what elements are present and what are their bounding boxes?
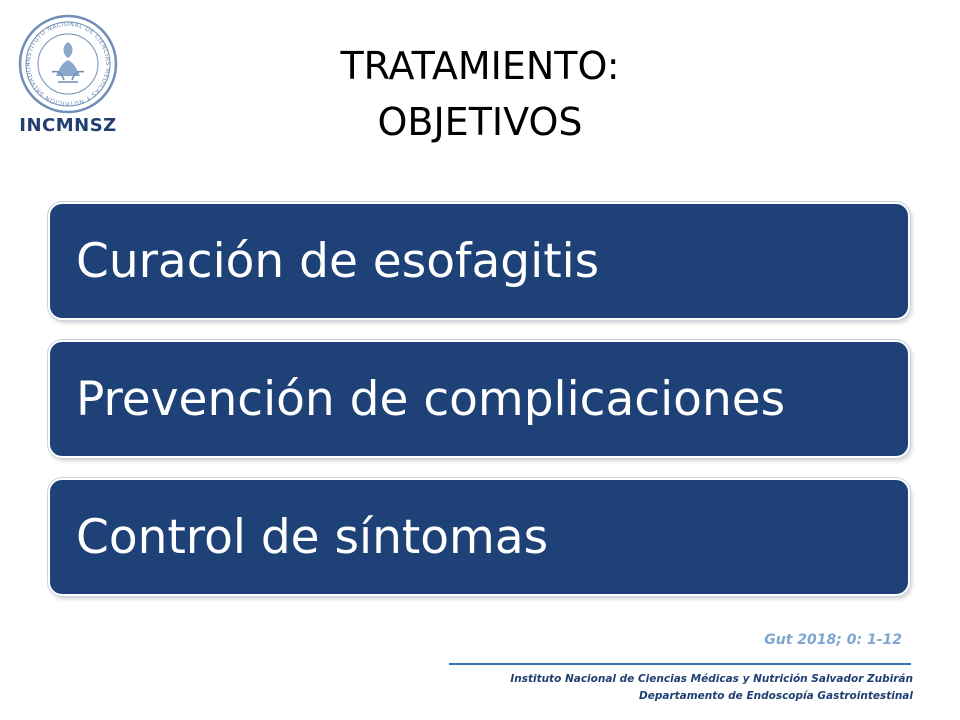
citation: Gut 2018; 0: 1-12 bbox=[764, 632, 902, 648]
footer-department: Departamento de Endoscopía Gastrointestinal bbox=[639, 690, 913, 702]
objective-bar-complicaciones: Prevención de complicaciones bbox=[48, 340, 910, 458]
institution-seal-icon bbox=[18, 14, 118, 114]
objective-bar-sintomas: Control de síntomas bbox=[48, 478, 910, 596]
slide-title-line-2: OBJETIVOS bbox=[377, 100, 583, 144]
slide-title bbox=[200, 38, 760, 150]
footer-divider bbox=[449, 663, 911, 665]
slide-title-line-1: TRATAMIENTO: bbox=[340, 44, 620, 88]
svg-text:INSTITUTO NACIONAL DE CIENCIAS: INSTITUTO NACIONAL DE CIENCIAS MÉDICAS Y NUTRICIÓN SALVADOR bbox=[24, 20, 112, 108]
footer-institution: Instituto Nacional de Ciencias Médicas y Nutrición Salvador Zubirán bbox=[510, 673, 913, 685]
institution-logo bbox=[18, 14, 118, 114]
objective-bar-esofagitis: Curación de esofagitis bbox=[48, 202, 910, 320]
institution-acronym: INCMNSZ bbox=[19, 115, 117, 136]
footer bbox=[420, 671, 913, 705]
